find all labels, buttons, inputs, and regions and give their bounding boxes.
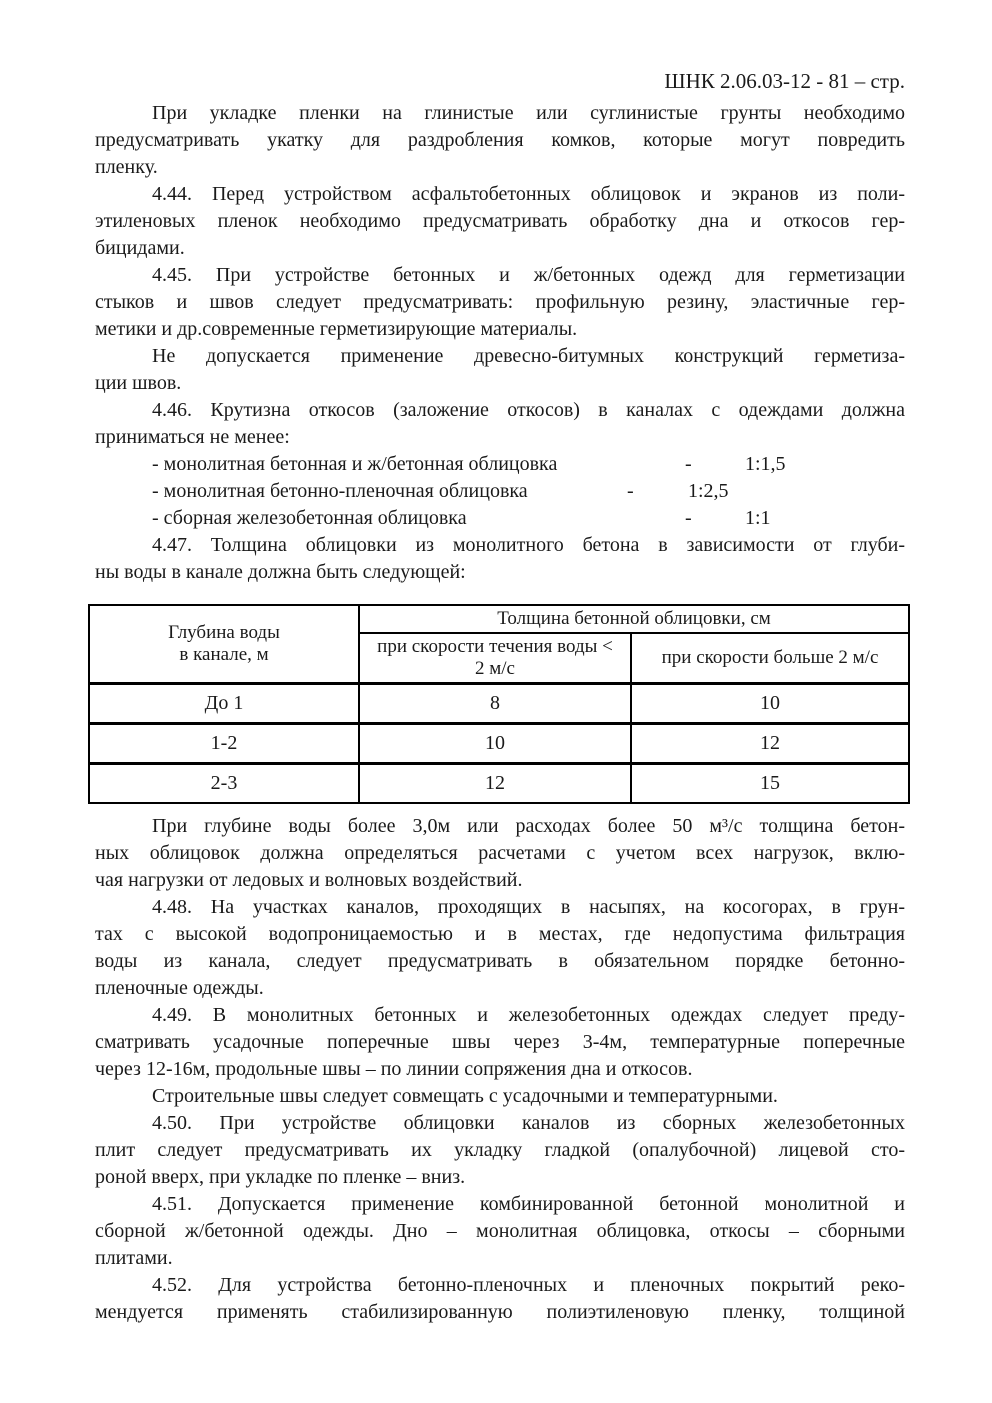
- list-item-label: - монолитная бетонно-пленочная облицовка: [152, 480, 528, 502]
- paragraph-line: Не допускается применение древесно-битумных конструкций герметиза-: [152, 345, 905, 367]
- table-cell-thickness-slow: 10: [359, 724, 631, 764]
- page-header-reference: ШНК 2.06.03-12 - 81 – стр.: [664, 69, 905, 93]
- paragraph-line: 4.50. При устройстве облицовки каналов из сборных железобетонных: [152, 1112, 905, 1134]
- table-row: [89, 684, 909, 724]
- paragraph-4-45: [95, 262, 905, 343]
- paragraph-4-48: [95, 894, 905, 1002]
- paragraph-line: мендуется применять стабилизированную полиэтиленовую пленку, толщиной: [95, 1301, 905, 1323]
- paragraph-line: 4.45. При устройстве бетонных и ж/бетонных одежд для герметизации: [152, 264, 905, 286]
- paragraph-4-52: [95, 1272, 905, 1326]
- paragraph-line: 4.46. Крутизна откосов (заложение откосов) в каналах с одеждами должна: [152, 399, 905, 421]
- table-cell-thickness-slow: 8: [359, 684, 631, 724]
- paragraph-line: метики и др.современные герметизирующие материалы.: [95, 318, 578, 340]
- paragraph-4-51: [95, 1191, 905, 1272]
- paragraph-line: тах с высокой водопроницаемостью и в местах, где недопустима фильтрация: [95, 923, 905, 945]
- list-item: [95, 478, 905, 505]
- slope-ratio-list: [95, 451, 905, 532]
- paragraph-line: 4.52. Для устройства бетонно-пленочных и пленочных покрытий реко-: [152, 1274, 905, 1296]
- paragraph-4-49: [95, 1002, 905, 1083]
- table-header-line: при скорости течения воды <: [377, 636, 613, 657]
- paragraph-line: пленочные одежды.: [95, 977, 264, 999]
- table-cell-depth: 1-2: [89, 724, 359, 764]
- table-header-speed-less: [359, 633, 631, 684]
- table-header-depth: [89, 605, 359, 684]
- paragraph-4-50: [95, 1110, 905, 1191]
- paragraph-line: плитами.: [95, 1247, 173, 1269]
- table-cell-depth: 2-3: [89, 764, 359, 804]
- table-header-thickness: Толщина бетонной облицовки, см: [359, 605, 909, 633]
- list-item-separator: -: [685, 453, 692, 475]
- paragraph-line: чая нагрузки от ледовых и волновых воздействий.: [95, 869, 523, 891]
- list-item-value: 1:1: [745, 507, 771, 529]
- paragraph-line: При укладке пленки на глинистые или суглинистые грунты необходимо: [152, 102, 905, 124]
- paragraph-line: этиленовых пленок необходимо предусматривать обработку дна и откосов гер-: [95, 210, 905, 232]
- paragraph-line: роной вверх, при укладке по пленке – вниз.: [95, 1166, 466, 1188]
- paragraph-line: 4.47. Толщина облицовки из монолитного бетона в зависимости от глуби-: [152, 534, 905, 556]
- list-item-separator: -: [685, 507, 692, 529]
- paragraph-sealing-ban: [95, 343, 905, 397]
- paragraph-4-44: [95, 181, 905, 262]
- list-item: [95, 505, 905, 532]
- paragraph-4-47: [95, 532, 905, 586]
- table-header-line: в канале, м: [179, 644, 269, 665]
- paragraph-film-rolling: [95, 100, 905, 181]
- paragraph-line: 4.49. В монолитных бетонных и железобетонных одеждах следует преду-: [152, 1004, 905, 1026]
- list-item-value: 1:2,5: [688, 480, 729, 502]
- document-content: [95, 68, 905, 1326]
- paragraph-line: Строительные швы следует совмещать с усадочными и температурными.: [152, 1085, 778, 1107]
- paragraph-line: 4.44. Перед устройством асфальтобетонных облицовок и экранов из поли-: [152, 183, 905, 205]
- paragraph-construction-joints: [95, 1083, 905, 1110]
- paragraph-line: 4.48. На участках каналов, проходящих в насыпях, на косогорах, в грун-: [152, 896, 905, 918]
- paragraph-deep-water: [95, 813, 905, 894]
- paragraph-line: ции швов.: [95, 372, 182, 394]
- paragraph-line: пленку.: [95, 156, 158, 178]
- paragraph-line: стыков и швов следует предусматривать: профильную резину, эластичные гер-: [95, 291, 905, 313]
- paragraph-line: 4.51. Допускается применение комбинированной бетонной монолитной и: [152, 1193, 905, 1215]
- paragraph-line: приниматься не менее:: [95, 426, 290, 448]
- list-item-value: 1:1,5: [745, 453, 786, 475]
- table-cell-thickness-fast: 10: [631, 684, 909, 724]
- table-header-line: 2 м/с: [475, 658, 515, 679]
- table-row: [89, 724, 909, 764]
- list-item-separator: -: [627, 480, 634, 502]
- lining-thickness-table: [88, 604, 910, 804]
- paragraph-line: через 12-16м, продольные швы – по линии сопряжения дна и откосов.: [95, 1058, 693, 1080]
- paragraph-line: При глубине воды более 3,0м или расходах более 50 м³/с толщина бетон-: [152, 815, 905, 837]
- table-header-row-1: [89, 605, 909, 633]
- table-cell-thickness-slow: 12: [359, 764, 631, 804]
- table-header-speed-more: при скорости больше 2 м/с: [631, 633, 909, 684]
- paragraph-line: сматривать усадочные поперечные швы через 3-4м, температурные поперечные: [95, 1031, 905, 1053]
- table-cell-thickness-fast: 15: [631, 764, 909, 804]
- list-item-label: - сборная железобетонная облицовка: [152, 507, 467, 529]
- table-header-line: Глубина воды: [168, 622, 280, 643]
- paragraph-line: ны воды в канале должна быть следующей:: [95, 561, 466, 583]
- paragraph-line: бицидами.: [95, 237, 185, 259]
- table-row: [89, 764, 909, 804]
- paragraph-line: плит следует предусматривать их укладку гладкой (опалубочной) лицевой сто-: [95, 1139, 905, 1161]
- list-item: [95, 451, 905, 478]
- list-item-label: - монолитная бетонная и ж/бетонная облицовка: [152, 453, 558, 475]
- table-cell-thickness-fast: 12: [631, 724, 909, 764]
- paragraph-line: воды из канала, следует предусматривать в обязательном порядке бетонно-: [95, 950, 905, 972]
- paragraph-line: предусматривать укатку для раздробления комков, которые могут повредить: [95, 129, 905, 151]
- table-cell-depth: До 1: [89, 684, 359, 724]
- paragraph-4-46: [95, 397, 905, 451]
- paragraph-line: сборной ж/бетонной одежды. Дно – монолитная облицовка, откосы – сборными: [95, 1220, 905, 1242]
- paragraph-line: ных облицовок должна определяться расчетами с учетом всех нагрузок, вклю-: [95, 842, 905, 864]
